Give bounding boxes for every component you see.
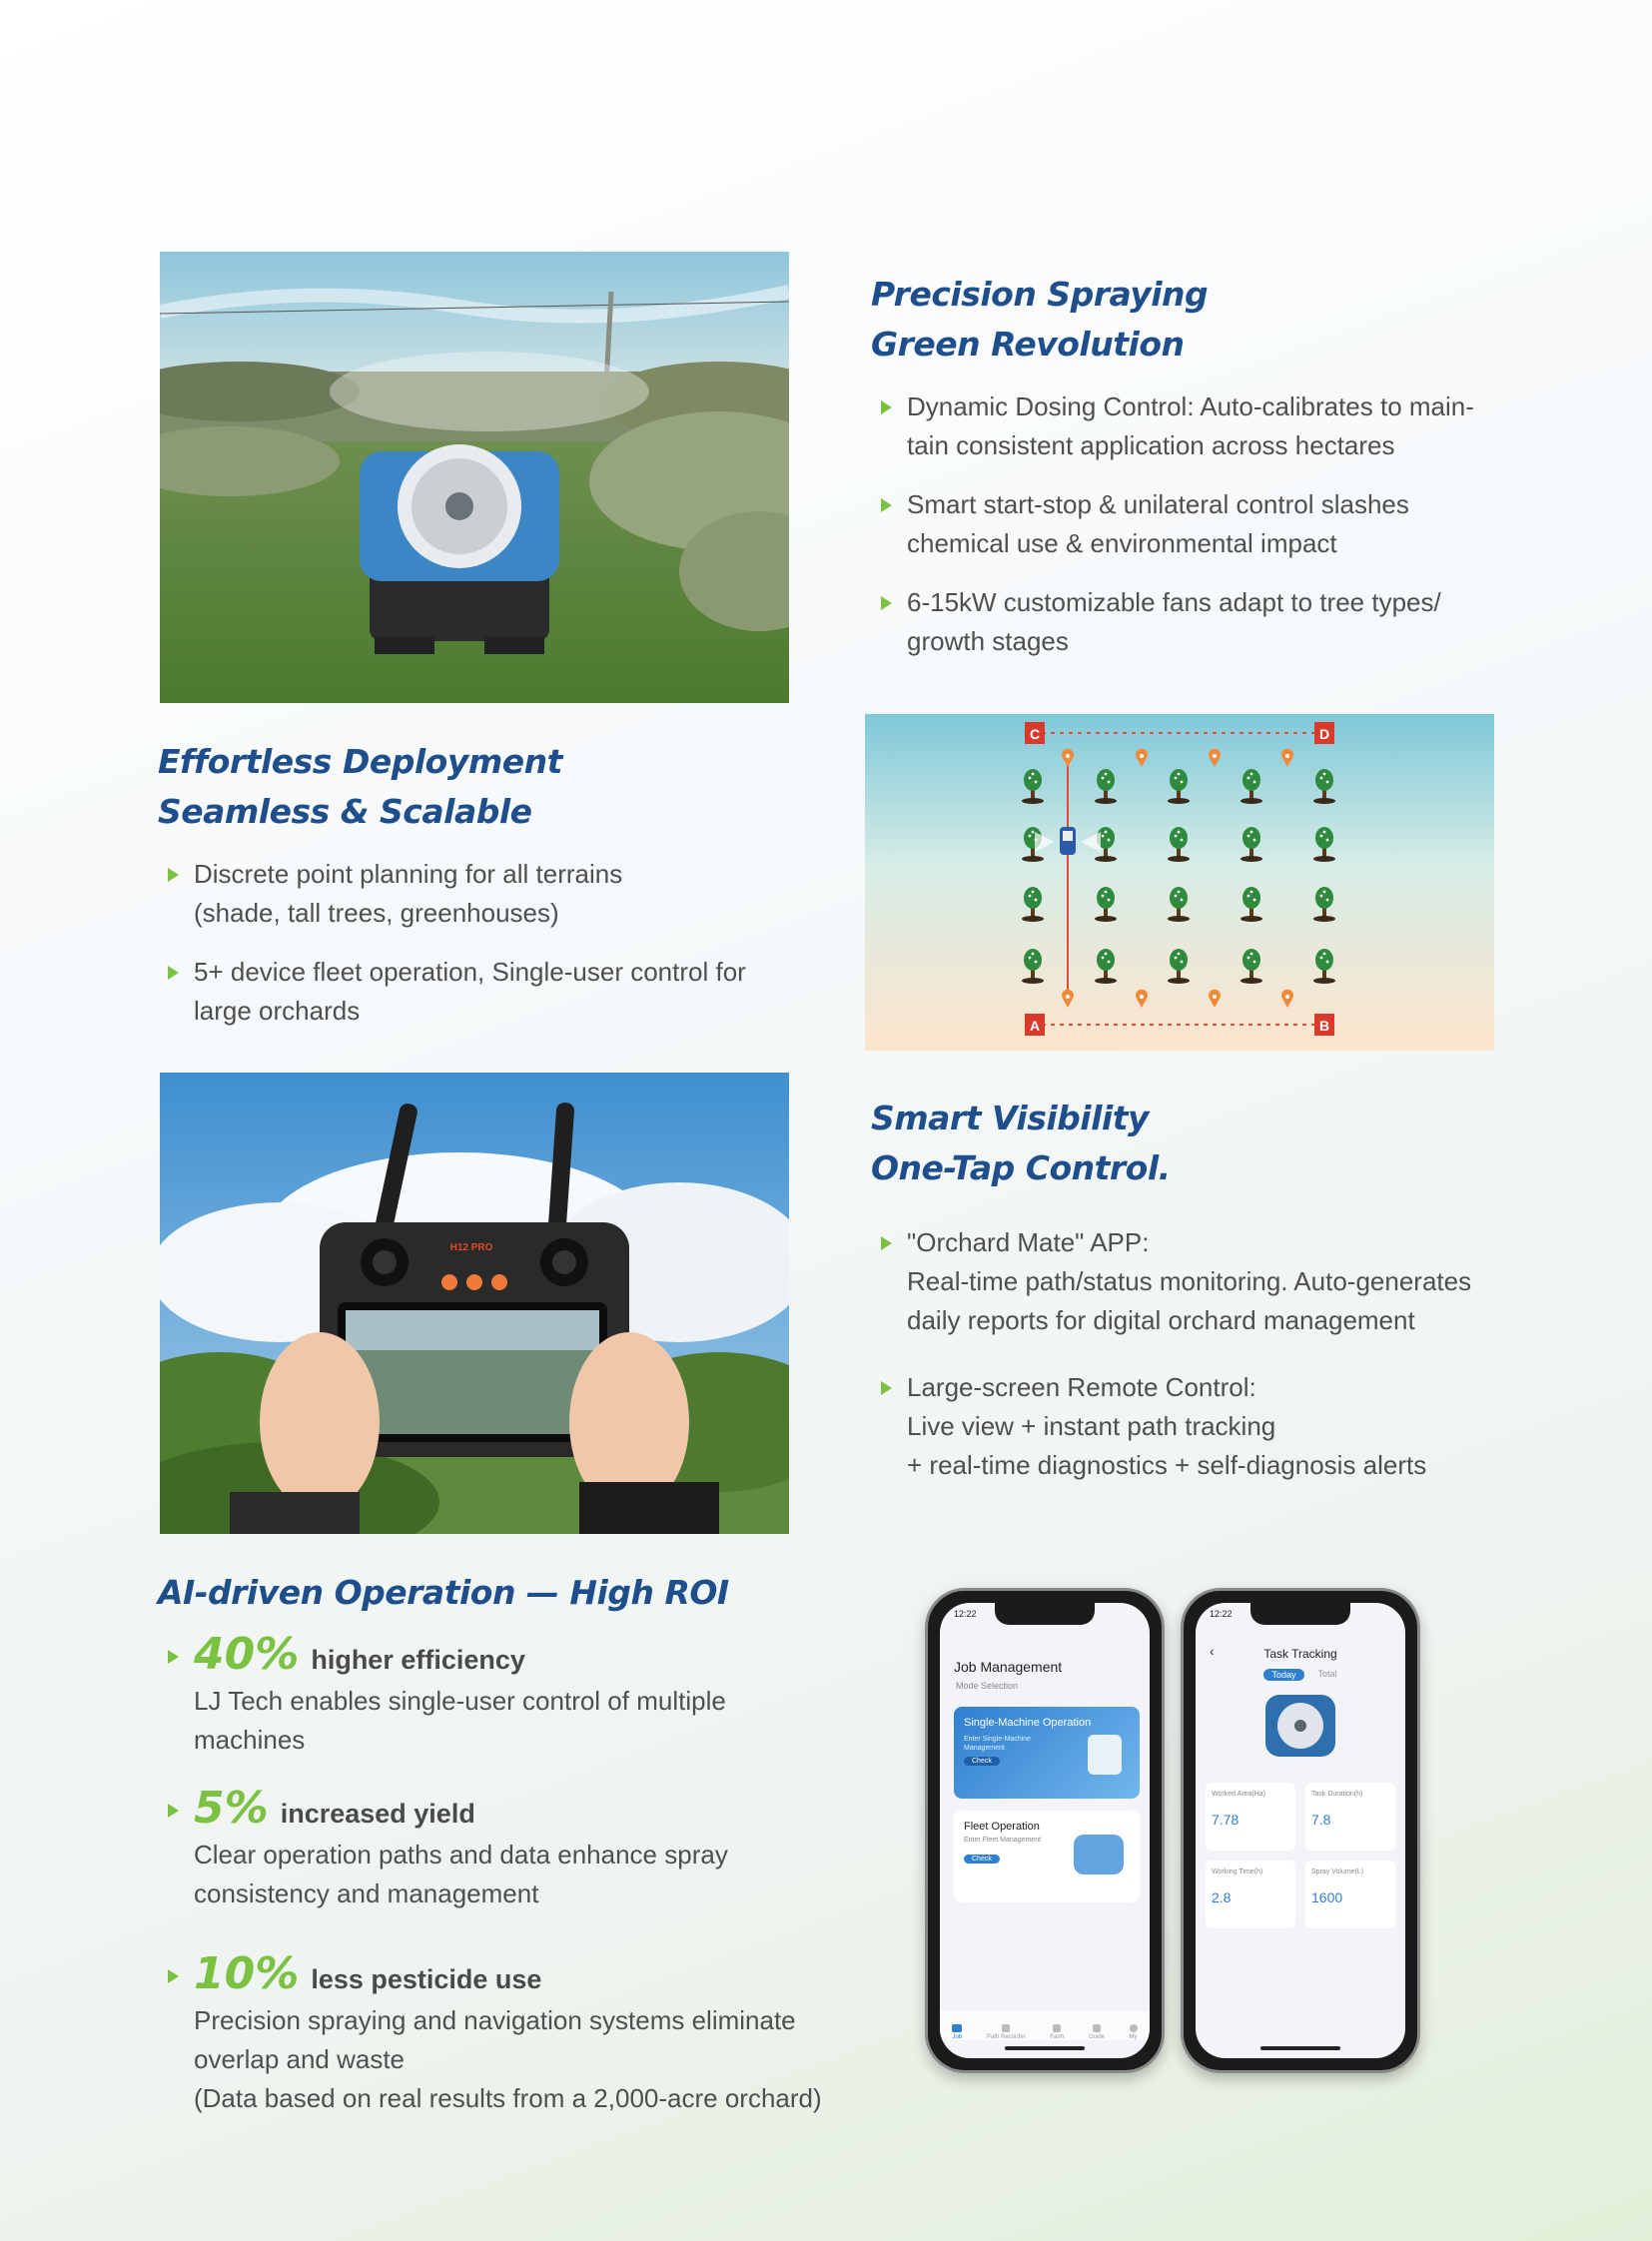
guide-icon [1093,2024,1101,2032]
app-screen: 12:22 ‹ Task Tracking Today Total Worked Area(Ha) 7.78 Task Duration(h) 7.8 Working Time(h) 2.8 Spray Volume(L) 1600 [1196,1603,1405,2058]
tab-path-recorder[interactable]: Path Recorder [987,2024,1026,2040]
roi-label: less pesticide use [311,1964,542,1994]
roi-list [158,1628,857,2118]
precision-spraying-section [871,270,1510,681]
tab-my[interactable]: My [1130,2024,1138,2040]
svg-text:B: B [1318,1018,1330,1034]
fleet-operation-card[interactable]: Fleet Operation Enter Fleet Management Check [954,1811,1140,1902]
tab-job[interactable]: Job [952,2024,962,2040]
roi-figure: 40% [194,1629,300,1680]
job-icon [952,2024,962,2032]
tab-guide[interactable]: Guide [1089,2024,1105,2040]
list-item: 6-15kW customizable fans adapt to tree types/ growth stages [871,583,1510,661]
stats-grid [1206,1783,1395,1928]
feature-list [158,855,797,1031]
roi-label: increased yield [280,1799,475,1829]
path-planning-diagram [865,714,1494,1051]
svg-text:A: A [1029,1018,1041,1034]
tab-total[interactable]: Total [1317,1669,1337,1679]
screen-title: Job Management [954,1659,1063,1675]
section-heading: Effortless Deployment Seamless & Scalable [158,742,562,831]
list-item: Discrete point planning for all terrains (shade, tall trees, greenhouses) [158,855,797,933]
svg-text:D: D [1318,726,1330,742]
roi-description: LJ Tech enables single-user control of multiple machines [194,1686,726,1755]
farm-icon [1053,2024,1061,2032]
path-icon [1002,2024,1010,2032]
screen-title: Task Tracking [1263,1647,1337,1661]
phone-task-tracking [1181,1588,1420,2073]
remote-badge: H12 PRO [449,1242,493,1253]
deployment-section [158,737,797,1051]
user-icon [1130,2024,1138,2032]
roi-description: Precision spraying and navigation systems eliminate overlap and waste (Data based on real results from a 2,000-acre orchard) [194,2005,822,2113]
corner-label-d [1314,722,1334,744]
stat-card: Working Time(h) 2.8 [1206,1861,1295,1928]
svg-text:C: C [1029,726,1041,742]
section-heading: Precision Spraying Green Revolution [871,275,1209,364]
feature-list [871,387,1510,661]
roi-figure: 10% [194,1948,300,1999]
app-screen: 12:22 Job Management Mode Selection Single-Machine Operation Enter Single-Machine Management Check Fleet Operation Enter Fleet Management Check Job Path Recorder Farm Guide My [940,1603,1150,2058]
stat-card: Worked Area(Ha) 7.78 [1206,1783,1295,1851]
roi-item-yield [158,1782,857,1913]
section-heading: Smart Visibility One-Tap Control. [871,1099,1171,1187]
roi-item-efficiency [158,1628,857,1760]
list-item: Dynamic Dosing Control: Auto-calibrates to main- tain consistent application across hectares [871,387,1510,465]
bottom-tab-bar [940,2010,1150,2040]
feature-list [871,1223,1510,1485]
roi-description: Clear operation paths and data enhance spray consistency and management [194,1840,728,1908]
list-item: Large-screen Remote Control: Live view + instant path tracking + real-time diagnostics + self-diagnosis alerts [871,1368,1510,1485]
phone-job-management [925,1588,1165,2073]
sprayer-photo [160,252,789,703]
roi-label: higher efficiency [311,1645,525,1675]
check-button[interactable]: Check [964,1855,1000,1864]
remote-controller-photo [160,1073,789,1534]
stat-card: Task Duration(h) 7.8 [1305,1783,1395,1851]
screen-subtitle: Mode Selection [956,1681,1019,1691]
roi-item-pesticide [158,1947,857,2118]
tab-farm[interactable]: Farm [1050,2024,1064,2040]
section-heading: AI-driven Operation — High ROI [158,1573,729,1612]
roi-figure: 5% [194,1783,269,1834]
roi-section [158,1568,857,2140]
corner-label-b [1314,1014,1334,1036]
corner-label-a [1025,1014,1045,1036]
list-item: 5+ device fleet operation, Single-user control for large orchards [158,953,797,1031]
tab-today[interactable]: Today [1263,1669,1303,1681]
sprayer-image [1265,1695,1335,1757]
back-icon[interactable]: ‹ [1210,1643,1215,1659]
single-machine-card[interactable]: Single-Machine Operation Enter Single-Machine Management Check [954,1707,1140,1799]
smart-visibility-section [871,1094,1510,1505]
stat-card: Spray Volume(L) 1600 [1305,1861,1395,1928]
corner-label-c [1025,722,1045,744]
list-item: "Orchard Mate" APP: Real-time path/status monitoring. Auto-generates daily reports for digital orchard management [871,1223,1510,1340]
list-item: Smart start-stop & unilateral control slashes chemical use & environmental impact [871,485,1510,563]
check-button[interactable]: Check [964,1757,1000,1766]
